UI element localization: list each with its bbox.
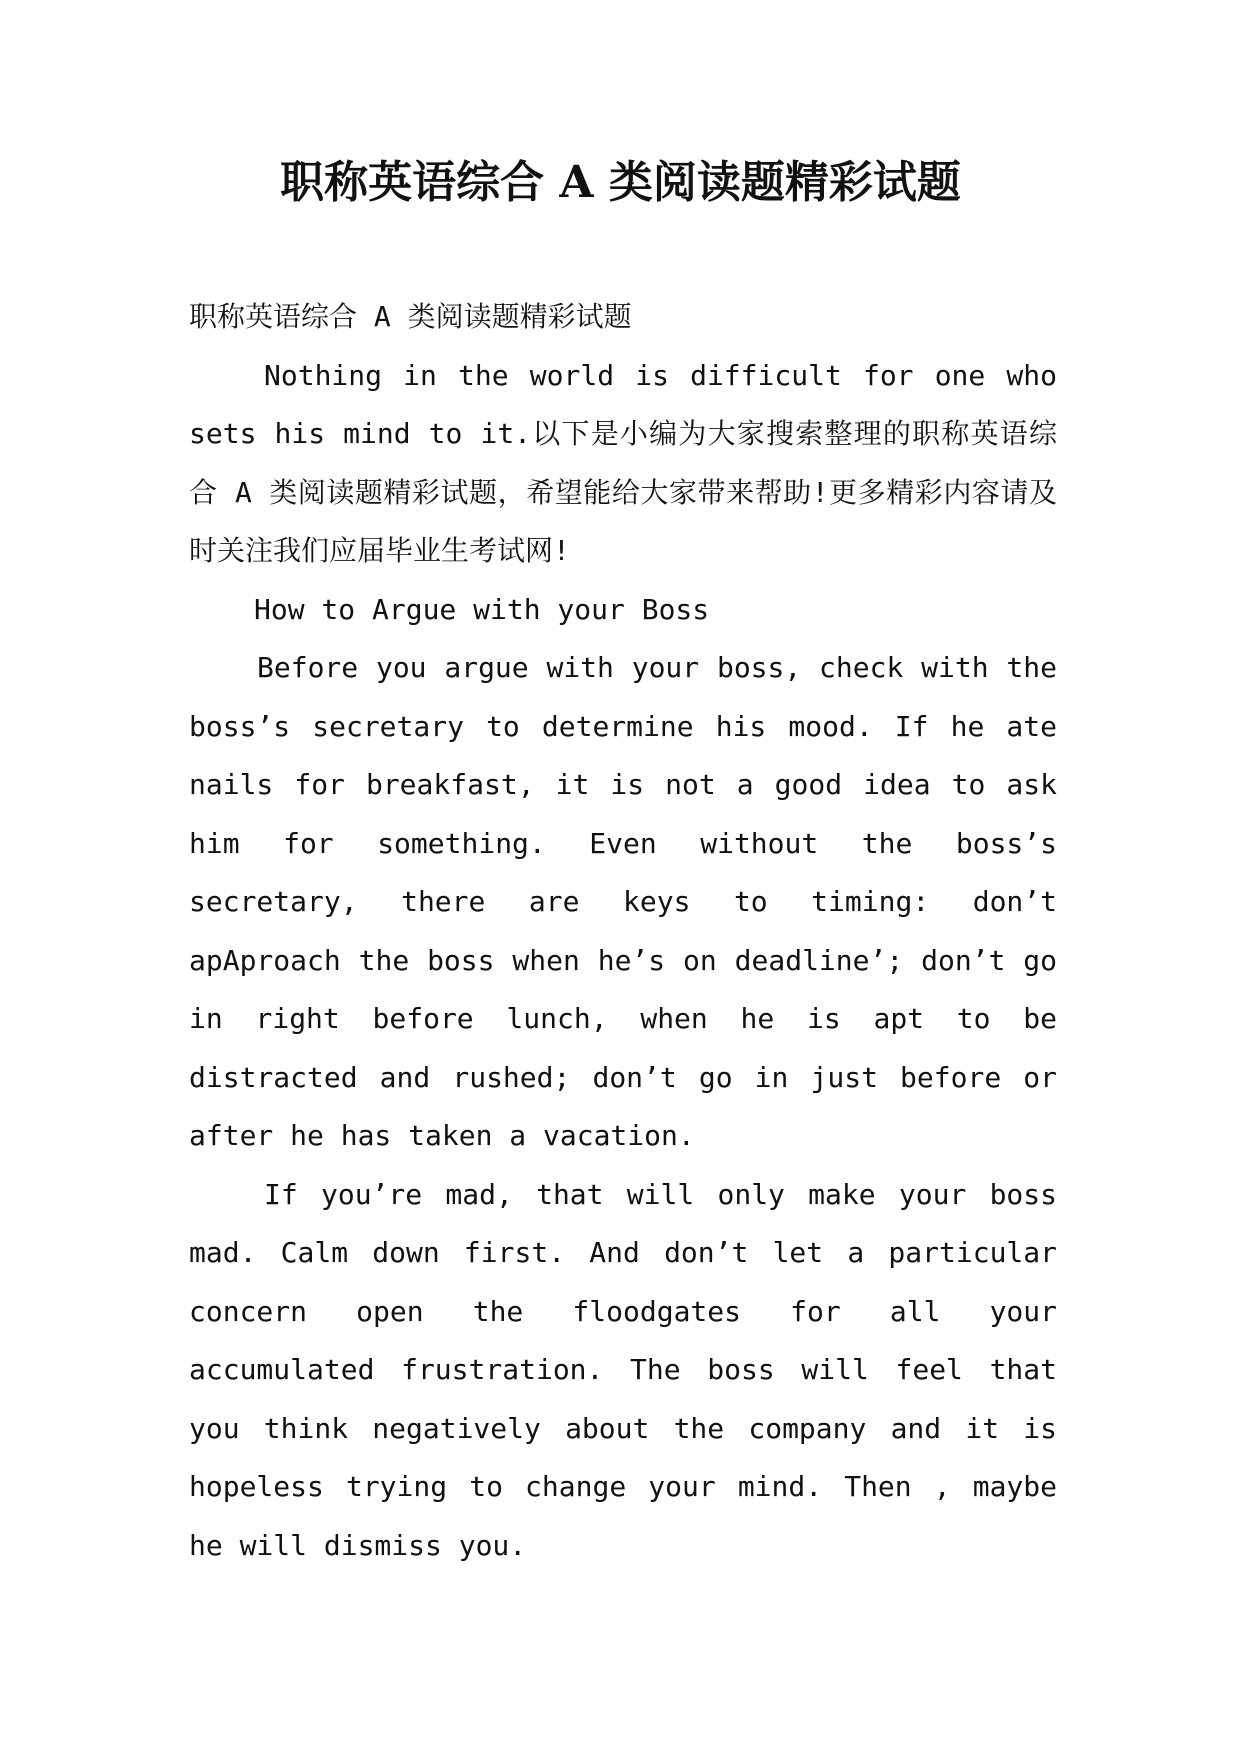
document-title: 职称英语综合 A 类阅读题精彩试题	[280, 157, 961, 208]
body-paragraph-1: Before you argue with your boss, check with the boss’s secretary to determine his mood. If he ate nails for breakfast, it is not a good idea to ask him for something. Even without the boss’s secretary, there are keys to timing: don’t apAproach the boss when he’s on deadline’; don’t go in right before lunch, when he is apt to be distracted and rushed; don’t go in just before or after he has taken a vacation.	[189, 651, 1057, 1152]
document-subtitle: 职称英语综合 A 类阅读题精彩试题	[189, 300, 632, 333]
intro-paragraph: Nothing in the world is difficult for one who sets his mind to it.以下是小编为大家搜索整理的职称英语综合 A 类阅读题精彩试题，希望能给大家带来帮助!更多精彩内容请及时关注我们应届毕业生考试网!	[189, 358, 1057, 567]
article-heading: How to Argue with your Boss	[254, 592, 710, 626]
body-paragraph-2: If you’re mad, that will only make your boss mad. Calm down first. And don’t let a particular concern open the floodgates for all your accumulated frustration. The boss will feel that you think negatively about the company and it is hopeless trying to change your mind. Then , maybe he will dismiss you.	[189, 1177, 1057, 1562]
document-body	[189, 288, 1057, 1575]
